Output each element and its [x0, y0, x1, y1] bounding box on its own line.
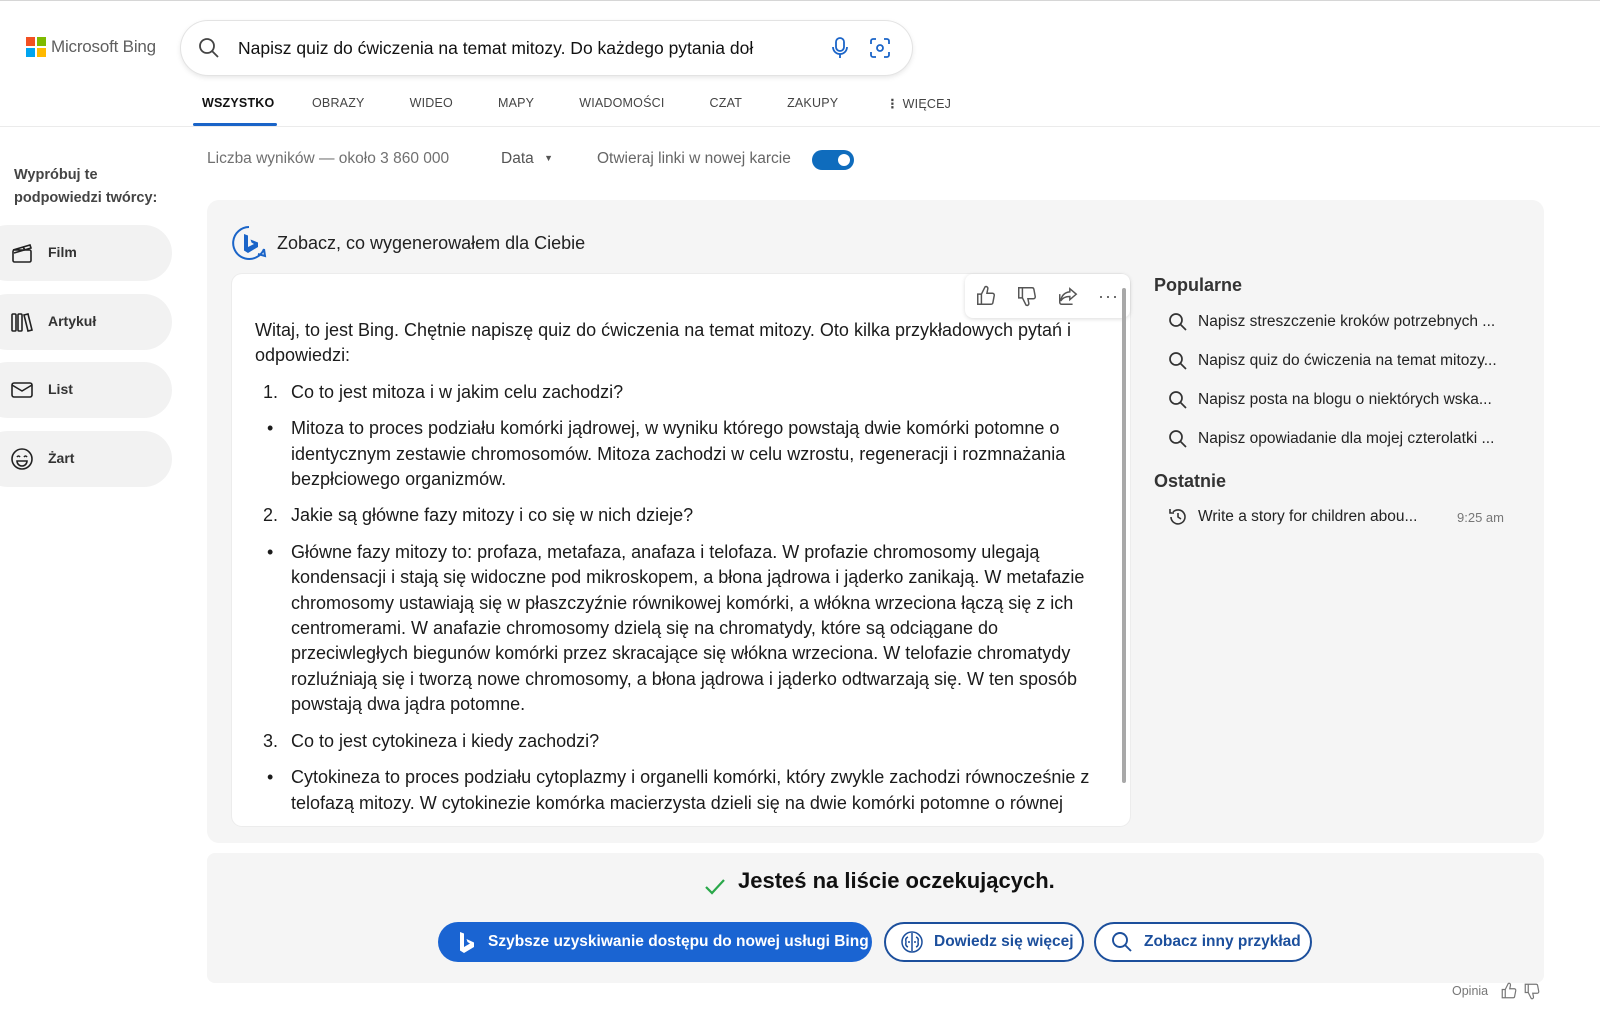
bing-icon: [454, 930, 478, 954]
search-tabs: [193, 86, 951, 126]
recent-title: Ostatnie: [1154, 471, 1227, 491]
checkmark-icon: [703, 874, 727, 898]
clapperboard-icon: [10, 241, 34, 265]
sidebar-item-joke[interactable]: Żart: [0, 431, 172, 487]
popular-item[interactable]: Napisz opowiadanie dla mojej czterolatki ...: [1168, 429, 1508, 449]
waitlist-title: Jesteś na liście oczekujących.: [738, 868, 1055, 893]
answer-scrollbar[interactable]: [1122, 288, 1126, 783]
quiz-question: Co to jest mitoza i w jakim celu zachodzi?: [291, 381, 624, 402]
share-button[interactable]: [1047, 274, 1088, 318]
answer-header: Zobacz, co wygenerowałem dla Ciebie: [277, 233, 586, 253]
bullet: •: [267, 767, 274, 788]
thumbs-down-icon: [1016, 285, 1038, 307]
share-icon: [1057, 285, 1079, 307]
visual-search-icon[interactable]: [868, 36, 892, 60]
quiz-question: Jakie są główne fazy mitozy i co się w nich dzieje?: [291, 505, 694, 526]
tab-all[interactable]: WSZYSTKO: [193, 86, 277, 126]
tab-video[interactable]: WIDEO: [409, 96, 453, 110]
brain-icon: [900, 930, 924, 954]
search-icon: [1168, 312, 1188, 332]
sidebar-item-film[interactable]: Film: [0, 225, 172, 281]
tab-news[interactable]: WIADOMOŚCI: [579, 96, 665, 110]
brand-name: Microsoft Bing: [51, 37, 156, 56]
date-filter[interactable]: Data ▼: [501, 150, 553, 167]
quiz-answer: Główne fazy mitozy to: profaza, metafaza, anafaza i telofaza. W profazie chromosomy ulegają kondensacji i stają się widoczne pod mikroskopem, a błona jądrowa i jąderko zanikają. W metafazie chromosomy ustawiają się w płaszczyźnie równikowej komórki, a włókna wrzeciona łączą się z ich centromerami. W anafazie chromosomy dzielą się na chromatydy, które są odciągane do przeciwległych biegunów komórki przez skracające się włókna wrzeciona. W telofazie chromatydy rozluźniają się i tworzą nowe chromosomy, a błona jądrowa i jąderko odtwarzają się. W ten sposób powstają dwa jądra potomne.: [291, 541, 1085, 715]
search-icon: [1168, 351, 1188, 371]
bing-chat-icon: [231, 225, 267, 261]
dislike-button[interactable]: [1006, 274, 1047, 318]
bullet: •: [267, 541, 274, 562]
popular-title: Popularne: [1154, 275, 1243, 295]
like-button[interactable]: [965, 274, 1006, 318]
question-number: 3.: [263, 730, 279, 751]
bullet: •: [267, 418, 274, 439]
quiz-answer: Cytokineza to proces podziału cytoplazmy i organelli komórki, który zwykle zachodzi równocześnie z telofazą mitozy. W cytokinezie komórka macierzysta dzieli się na dwie komórki potomne o równej: [291, 767, 1090, 813]
top-border: [0, 0, 1600, 1]
sidebar-item-letter[interactable]: List: [0, 362, 172, 418]
popular-item[interactable]: Napisz posta na blogu o niektórych wska...: [1168, 390, 1508, 410]
header-divider: [0, 126, 1600, 127]
quiz-item: [255, 380, 1105, 493]
sidebar-title: Wypróbuj te podpowiedzi twórcy:: [14, 167, 158, 206]
answer-card: [232, 274, 1130, 826]
smiley-icon: [10, 447, 34, 471]
quiz-item: [255, 503, 1105, 717]
quiz-answer: Mitoza to proces podziału komórki jądrowej, w wyniku którego powstają dwie komórki potomne o identycznym zestawie chromosomów. Mitoza zachodzi w celu wzrostu, regeneracji i rozmnażania bezpłciowego organizmów.: [291, 418, 1066, 490]
quiz-question: Co to jest cytokineza i kiedy zachodzi?: [291, 730, 600, 751]
search-icon: [1168, 390, 1188, 410]
learn-more-button[interactable]: Dowiedz się więcej: [884, 922, 1084, 962]
popular-item[interactable]: Napisz streszczenie kroków potrzebnych ...: [1168, 312, 1508, 332]
search-icon: [1168, 429, 1188, 449]
search-icon: [1110, 930, 1134, 954]
thumbs-down-icon[interactable]: [1523, 981, 1541, 1001]
question-number: 1.: [263, 381, 279, 402]
thumbs-up-icon[interactable]: [1500, 981, 1518, 1001]
new-tab-toggle[interactable]: [812, 150, 854, 170]
history-icon: [1168, 507, 1188, 527]
more-horizontal-icon: ···: [1098, 285, 1119, 306]
tab-chat[interactable]: CZAT: [709, 96, 743, 110]
see-another-example-button[interactable]: Zobacz inny przykład: [1094, 922, 1312, 962]
tab-more[interactable]: ⋮ WIĘCEJ: [886, 97, 952, 111]
tab-images[interactable]: OBRAZY: [312, 96, 365, 110]
sidebar-item-article[interactable]: Artykuł: [0, 294, 172, 350]
answer-body: [255, 318, 1105, 816]
more-dots-icon: ⋮: [886, 97, 899, 111]
results-count: Liczba wyników — około 3 860 000: [207, 150, 450, 167]
answer-toolbar: [965, 274, 1130, 318]
faster-access-button[interactable]: Szybsze uzyskiwanie dostępu do nowej usługi Bing: [438, 922, 872, 962]
feedback-label: Opinia: [1452, 984, 1489, 998]
microphone-icon[interactable]: [829, 36, 851, 60]
question-number: 2.: [263, 505, 279, 526]
answer-intro: Witaj, to jest Bing. Chętnie napiszę quiz do ćwiczenia na temat mitozy. Oto kilka przykładowych pytań i odpowiedzi:: [255, 320, 1072, 366]
quiz-item: [255, 729, 1105, 816]
thumbs-up-icon: [975, 285, 997, 307]
recent-time: 9:25 am: [1457, 510, 1504, 525]
books-icon: [10, 310, 34, 334]
tab-maps[interactable]: MAPY: [497, 96, 535, 110]
chevron-down-icon: ▼: [544, 153, 553, 163]
new-tab-label: Otwieraj linki w nowej karcie: [597, 150, 791, 167]
search-input[interactable]: Napisz quiz do ćwiczenia na temat mitozy. Do każdego pytania doł: [238, 38, 754, 58]
popular-item[interactable]: Napisz quiz do ćwiczenia na temat mitozy...: [1168, 351, 1508, 371]
microsoft-logo-icon: [26, 37, 46, 57]
search-box[interactable]: [181, 21, 912, 75]
recent-item[interactable]: Write a story for children abou...: [1168, 507, 1448, 527]
tab-shopping[interactable]: ZAKUPY: [787, 96, 839, 110]
envelope-icon: [10, 378, 34, 402]
search-icon[interactable]: [197, 36, 221, 60]
bing-logo[interactable]: [26, 37, 156, 57]
